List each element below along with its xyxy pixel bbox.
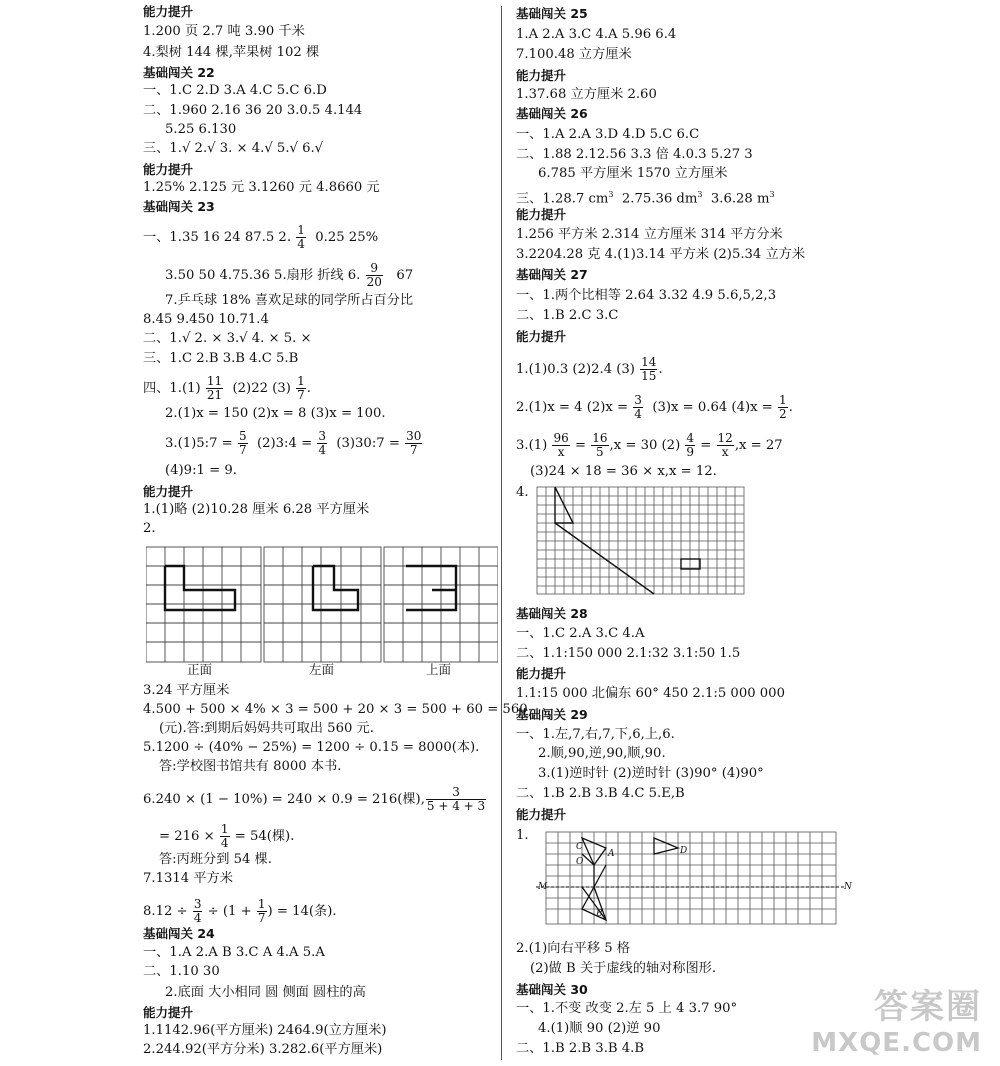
grid-lines [537, 487, 744, 594]
text: (2)22 (3) [232, 381, 291, 396]
text: ) = 14(条). [267, 904, 337, 919]
denominator: 7 [257, 911, 266, 925]
denominator: 2 [778, 407, 787, 421]
answer-line: 三、1.C 2.B 3.B 4.C 5.B [143, 351, 299, 366]
fraction [591, 432, 608, 459]
answer-line: 2.(1)x = 150 (2)x = 8 (3)x = 100. [165, 406, 386, 421]
answer-line [143, 786, 487, 813]
section-heading: 基础闯关 24 [143, 926, 215, 941]
fraction [685, 432, 695, 459]
answer-line: 1.256 平方米 2.314 立方厘米 314 平方分米 [516, 227, 783, 242]
answer-line: 1.1142.96(平方厘米) 2464.9(立方厘米) [143, 1023, 387, 1038]
answer-line: 答:学校图书馆共有 8000 本书. [159, 759, 342, 774]
answer-line: 二、1.10 30 [143, 964, 220, 979]
answer-line: 4. [516, 485, 529, 500]
fraction [220, 823, 230, 850]
text: 3.(1) [516, 438, 548, 453]
watermark-line2: MXQE.COM [811, 1028, 982, 1058]
text: 0.25 25% [315, 230, 379, 245]
answer-line: 3.24 平方厘米 [143, 683, 230, 698]
answer-line: (2)做 B 关于虚线的轴对称图形. [530, 961, 717, 976]
section-heading: 基础闯关 27 [516, 267, 588, 282]
answer-line: 一、1.C 2.A 3.C 4.A [516, 626, 645, 641]
answer-line: 三、1.√ 2.√ 3. × 4.√ 5.√ 6.√ [143, 141, 324, 156]
label-D: D [680, 846, 688, 856]
section-heading: 能力提升 [516, 68, 567, 83]
numerator: 1 [297, 223, 305, 237]
fraction [296, 375, 306, 402]
label-B: B [596, 909, 603, 919]
answer-line: 一、1.不变 改变 2.左 5 上 4 3.7 90° [516, 1001, 738, 1016]
denominator: 4 [318, 443, 326, 457]
answer-line: 7.100.48 立方厘米 [516, 47, 632, 62]
answer-line: 4.500 + 500 × 4% × 3 = 500 + 20 × 3 = 500 + 60 = 560 [143, 702, 528, 717]
grid-left [264, 547, 381, 662]
denominator: 4 [634, 407, 642, 421]
label-C: C [576, 842, 583, 852]
denominator: 9 [686, 445, 695, 459]
answer-line: 2.(1)向右平移 5 格 [516, 941, 630, 956]
text: = 216 × [159, 829, 215, 844]
numerator: 12 [717, 431, 733, 445]
section-heading: 能力提升 [516, 329, 567, 344]
answer-line: 答:丙班分到 54 棵. [159, 852, 272, 867]
fraction [296, 224, 306, 251]
answer-line: 二、1.B 2.B 3.B 4.C 5.E,B [516, 786, 685, 801]
answer-line: 二、1.1:150 000 2.1:32 3.1:50 1.5 [516, 646, 741, 661]
answer-line: 二、1.960 2.16 36 20 3.0.5 4.144 [143, 103, 363, 118]
answer-line [143, 224, 378, 251]
text: 8.12 ÷ [143, 904, 188, 919]
answer-line: 二、1.88 2.12.56 3.3 倍 4.0.3 5.27 3 [516, 147, 753, 162]
text: (3)30:7 = [336, 436, 400, 451]
top-view-outline [406, 566, 456, 610]
text: 67 [396, 268, 414, 283]
section-heading: 能力提升 [143, 4, 194, 19]
text: . [788, 400, 793, 415]
answer-line: 4.梨树 144 棵,苹果树 102 棵 [143, 45, 320, 60]
denominator: 5 [596, 445, 604, 459]
section-heading: 基础闯关 23 [143, 199, 215, 214]
text: 一、1.35 16 24 87.5 2. [143, 230, 292, 245]
caption-front: 正面 [187, 662, 213, 677]
section-heading: 能力提升 [516, 207, 567, 222]
denominator: 7 [297, 388, 305, 402]
text: . [306, 381, 311, 396]
answer-line: 7.乒乓球 18% 喜欢足球的同学所占百分比 [165, 293, 414, 308]
text: 三、1.28.7 cm [516, 191, 609, 207]
grid-top [384, 547, 498, 662]
grid-lines [546, 832, 836, 924]
fraction [257, 898, 267, 925]
answer-line [165, 262, 413, 289]
section-heading: 基础闯关 30 [516, 982, 588, 997]
answer-line: 1.37.68 立方厘米 2.60 [516, 87, 657, 102]
text: = [574, 438, 587, 453]
rotation-grid-figure [536, 486, 746, 596]
answer-line: 一、1.左,7,右,7,下,6,上,6. [516, 727, 675, 742]
answer-line: (元).答:到期后妈妈共可取出 560 元. [159, 721, 374, 736]
text: ,x = 30 (2) [609, 438, 681, 453]
answer-line [516, 432, 783, 459]
answer-line: 5.1200 ÷ (40% − 25%) = 1200 ÷ 0.15 = 8000(本). [143, 740, 480, 755]
label-M: M [538, 882, 548, 892]
numerator: 3 [193, 897, 202, 911]
answer-line: 1.(1)略 (2)10.28 厘米 6.28 平方厘米 [143, 502, 370, 517]
answer-line: 1.1:15 000 北偏东 60° 450 2.1:5 000 000 [516, 686, 785, 701]
fraction [193, 898, 203, 925]
numerator: 1 [297, 374, 305, 388]
superscript: 3 [769, 190, 775, 199]
answer-line: 3.2204.28 克 4.(1)3.14 平方米 (2)5.34 立方米 [516, 247, 806, 262]
fraction [640, 356, 657, 383]
answer-line: 2.底面 大小相同 圆 侧面 圆柱的高 [165, 985, 366, 1000]
text: 3.(1)5:7 = [165, 436, 233, 451]
section-heading: 能力提升 [143, 484, 194, 499]
text: 2.(1)x = 4 (2)x = [516, 400, 629, 415]
fraction [426, 786, 486, 813]
watermark-logo [811, 979, 982, 1058]
small-rectangle [681, 559, 700, 569]
text: 6.240 × (1 − 10%) = 240 × 0.9 = 216(棵), [143, 792, 425, 807]
text: 1.(1)0.3 (2)2.4 (3) [516, 362, 635, 377]
answer-line: 二、1.B 2.B 3.B 4.B [516, 1041, 645, 1056]
denominator: 21 [206, 388, 223, 402]
text: 3.6.28 m [710, 191, 770, 207]
fraction [238, 430, 248, 457]
answer-line: 一、1.A 2.A B 3.C A 4.A 5.A [143, 945, 325, 960]
fraction [717, 432, 734, 459]
numerator: 30 [406, 429, 422, 443]
text: 2.75.36 dm [621, 191, 698, 207]
numerator: 11 [206, 374, 223, 388]
answer-line: 2.244.92(平方分米) 3.282.6(平方厘米) [143, 1042, 383, 1057]
numerator: 14 [641, 355, 657, 369]
section-heading: 基础闯关 26 [516, 106, 588, 121]
section-heading: 能力提升 [516, 807, 567, 822]
section-heading: 能力提升 [143, 162, 194, 177]
numerator: 3 [318, 429, 326, 443]
text: . [658, 362, 663, 377]
fraction [633, 394, 643, 421]
fraction [552, 432, 569, 459]
denominator: 5 + 4 + 3 [426, 799, 486, 813]
denominator: 7 [238, 443, 247, 457]
section-heading: 基础闯关 25 [516, 6, 588, 21]
text: ÷ (1 + [207, 904, 252, 919]
section-heading: 基础闯关 22 [143, 65, 215, 80]
answer-line [159, 823, 294, 850]
front-view-outline [165, 566, 235, 610]
long-line [555, 523, 654, 594]
text: 3.50 50 4.75.36 5.扇形 折线 6. [165, 268, 361, 283]
three-views-figure [146, 544, 498, 664]
numerator: 5 [238, 429, 247, 443]
answer-line: 一、1.C 2.D 3.A 4.C 5.C 6.D [143, 83, 327, 98]
text: (3)x = 0.64 (4)x = [652, 400, 773, 415]
answer-line: 二、1.√ 2. × 3.√ 4. × 5. × [143, 331, 312, 346]
text: = 54(棵). [234, 829, 295, 844]
label-A: A [608, 849, 615, 859]
denominator: 4 [193, 911, 202, 925]
numerator: 96 [553, 431, 569, 445]
answer-line [516, 394, 793, 421]
denominator: 15 [641, 369, 657, 383]
grid-front [146, 547, 261, 662]
denominator: 4 [297, 237, 305, 251]
numerator: 16 [592, 431, 608, 445]
numerator: 3 [634, 393, 642, 407]
superscript: 3 [697, 190, 703, 199]
answer-line: 2.顺,90,逆,90,顺,90. [538, 746, 666, 761]
numerator: 9 [366, 262, 383, 276]
numerator: 1 [257, 897, 266, 911]
answer-line [165, 430, 423, 457]
answer-line [143, 375, 311, 402]
superscript: 3 [608, 190, 614, 199]
caption-top: 上面 [426, 662, 452, 677]
answer-line: (3)24 × 18 = 36 × x,x = 12. [530, 464, 717, 479]
answer-line: 4.(1)顺 90 (2)逆 90 [538, 1021, 661, 1036]
section-heading: 能力提升 [516, 666, 567, 681]
text: = [700, 438, 712, 453]
denominator: 7 [409, 443, 418, 457]
text: 四、1.(1) [143, 381, 201, 396]
answer-line: 5.25 6.130 [165, 122, 237, 137]
numerator: 1 [220, 822, 229, 836]
text: (2)3:4 = [256, 436, 313, 451]
fraction [317, 430, 327, 457]
denominator: x [557, 445, 565, 459]
watermark-line1: 答案圈 [874, 987, 982, 1027]
section-heading: 基础闯关 29 [516, 707, 588, 722]
numerator: 4 [686, 431, 695, 445]
fraction [206, 375, 223, 402]
answer-line: 一、1.A 2.A 3.D 4.D 5.C 6.C [516, 127, 700, 142]
answer-line: 3.(1)逆时针 (2)逆时针 (3)90° (4)90° [538, 766, 764, 781]
answer-line: 二、1.B 2.C 3.C [516, 308, 619, 323]
label-N: N [844, 882, 852, 892]
answer-line: 1.200 页 2.7 吨 3.90 千米 [143, 24, 305, 39]
numerator: 1 [778, 393, 787, 407]
answer-line: 8.45 9.450 10.71.4 [143, 312, 269, 327]
column-divider [501, 6, 502, 1060]
answer-line: 1.25% 2.125 元 3.1260 元 4.8660 元 [143, 180, 380, 195]
symmetry-grid-figure [536, 830, 856, 930]
answer-line: 2. [143, 521, 156, 536]
section-heading: 能力提升 [143, 1005, 194, 1020]
fraction [405, 430, 422, 457]
denominator: 20 [366, 275, 382, 289]
answer-line: (4)9:1 = 9. [165, 463, 237, 478]
denominator: 4 [220, 836, 229, 850]
left-view-outline [313, 566, 358, 610]
segment-O [582, 854, 594, 887]
answer-line: 1.A 2.A 3.C 4.A 5.96 6.4 [516, 27, 677, 42]
caption-left: 左面 [309, 662, 335, 677]
answer-line: 1. [516, 828, 529, 843]
rotated-shapes [555, 487, 700, 594]
denominator: x [721, 445, 729, 459]
answer-line: 6.785 平方厘米 1570 立方厘米 [538, 166, 728, 181]
numerator: 3 [426, 786, 486, 800]
section-heading: 基础闯关 28 [516, 606, 588, 621]
answer-line [516, 356, 663, 383]
answer-line [143, 898, 337, 925]
fraction [778, 394, 788, 421]
fraction [366, 262, 383, 289]
answer-line: 一、1.两个比相等 2.64 3.32 4.9 5.6,5,2,3 [516, 288, 777, 303]
answer-line: 7.1314 平方米 [143, 871, 233, 886]
text: ,x = 27 [734, 438, 783, 453]
label-O: O [576, 857, 584, 867]
